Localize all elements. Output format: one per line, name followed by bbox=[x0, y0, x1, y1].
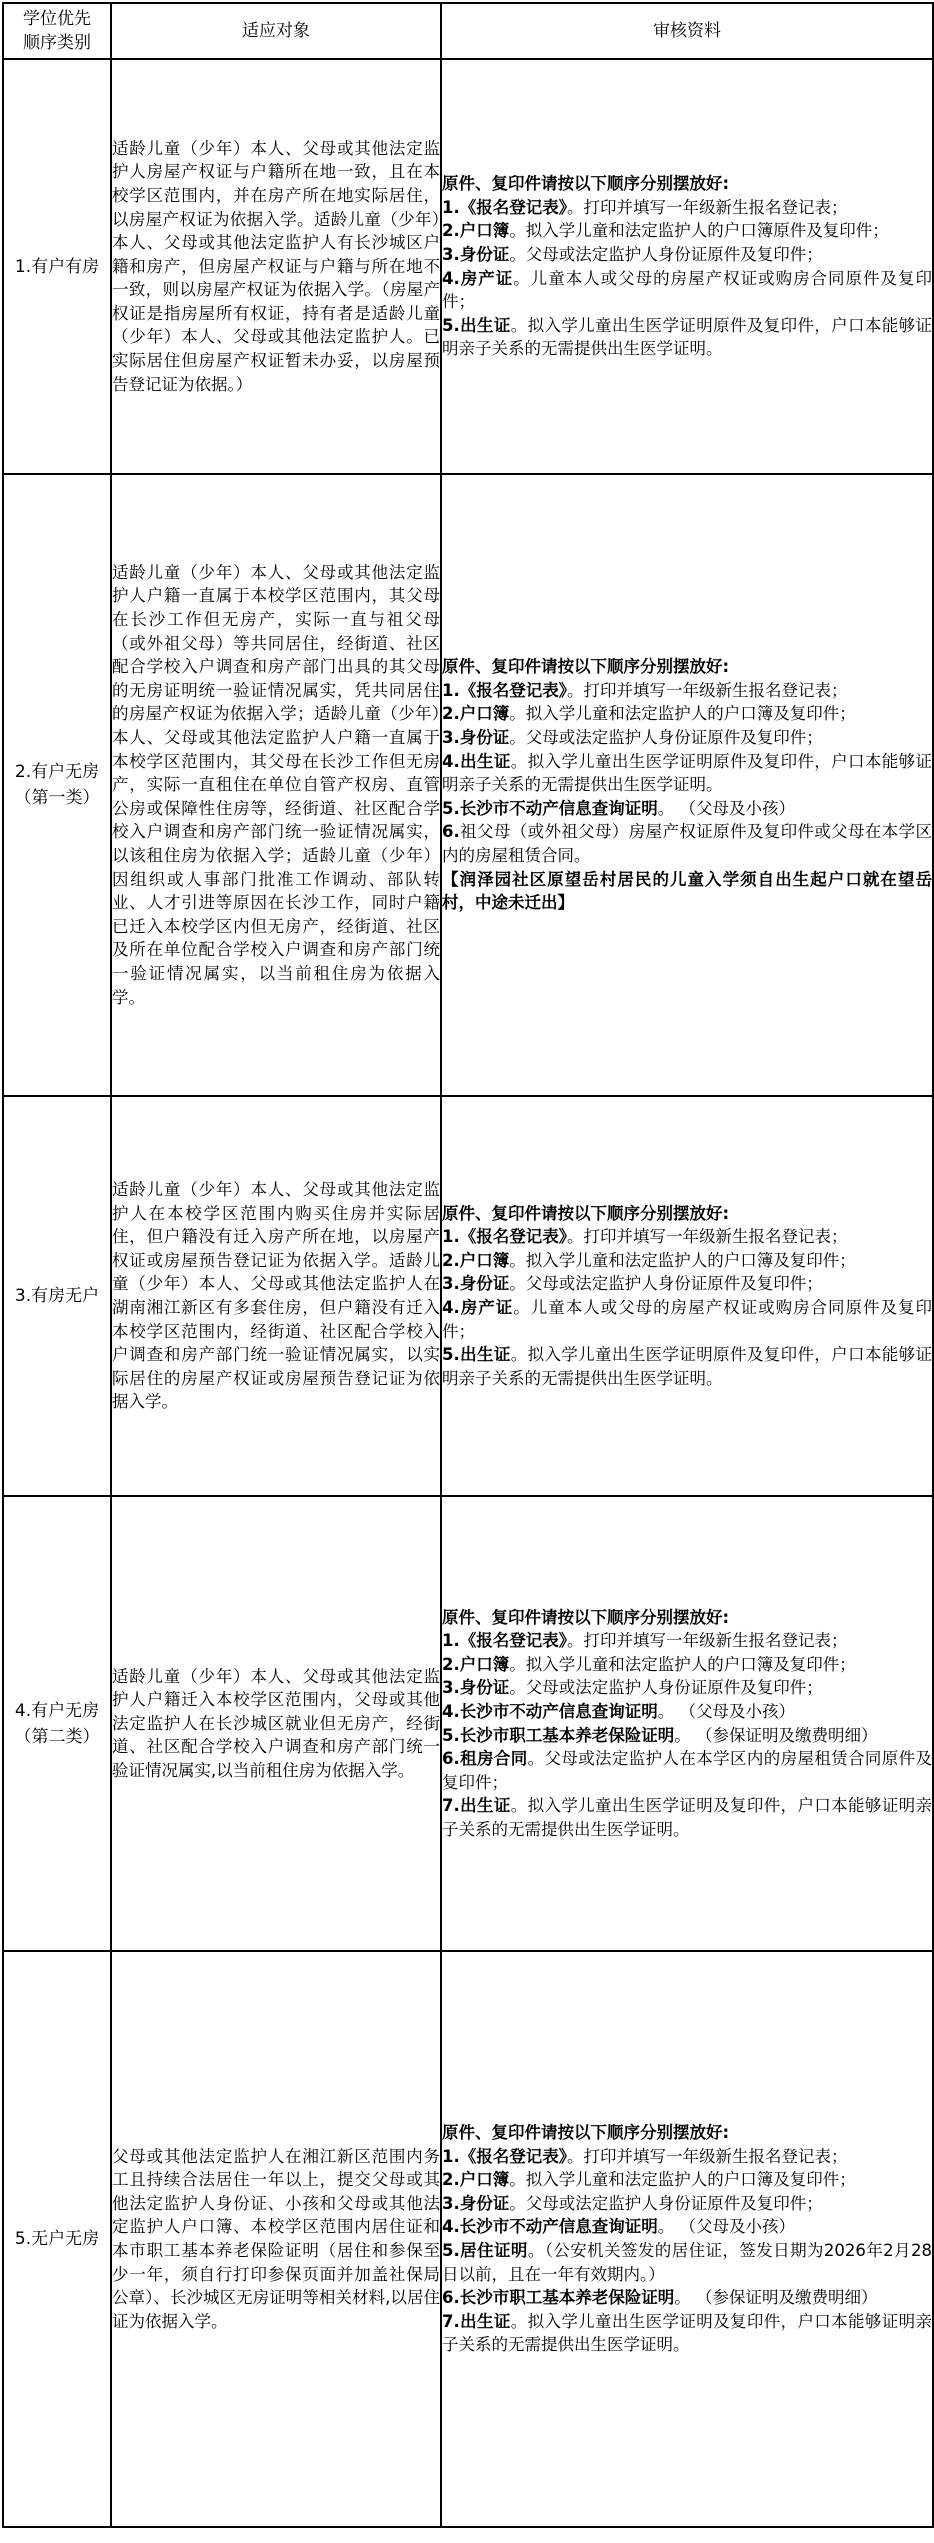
document-item bbox=[442, 1794, 932, 1841]
document-item-number: 3. bbox=[442, 1678, 460, 1698]
document-item-number: 4. bbox=[442, 751, 460, 771]
category-label: 2.有户无房 bbox=[14, 762, 100, 782]
document-item-title: 出生证 bbox=[459, 1796, 511, 1816]
document-item-title: 身份证 bbox=[459, 2193, 510, 2213]
table-row bbox=[3, 1096, 933, 1496]
document-item-text: 祖父母（或外祖父母）房屋产权证原件及复印件或父母在本学区内的房屋租赁合同。 bbox=[442, 822, 932, 865]
table-row bbox=[3, 1951, 933, 2527]
document-item bbox=[442, 1676, 932, 1700]
category-cell bbox=[3, 59, 111, 474]
document-item bbox=[442, 2145, 932, 2169]
document-item-title: 户口簿 bbox=[459, 1654, 510, 1674]
document-item-number: 5. bbox=[442, 315, 460, 335]
document-item-title: 出生证 bbox=[459, 1345, 511, 1365]
document-item-text: 。父母或法定监护人身份证原件及复印件； bbox=[509, 2193, 823, 2213]
document-item bbox=[442, 750, 932, 797]
document-item-title: 户口簿 bbox=[459, 221, 510, 241]
document-item-number: 5. bbox=[442, 1345, 460, 1365]
document-item-number: 7. bbox=[442, 1796, 460, 1816]
document-item-text: 。拟入学儿童和法定监护人的户口簿及复印件； bbox=[509, 2170, 856, 2190]
category-cell bbox=[3, 1951, 111, 2527]
document-item-text: 。 （父母及小孩） bbox=[657, 798, 795, 818]
documents-lead: 原件、复印件请按以下顺序分别摆放好: bbox=[442, 1607, 730, 1627]
document-item-text: 。 （参保证明及缴费明细） bbox=[674, 1725, 878, 1745]
admission-table bbox=[2, 2, 934, 2528]
table-row bbox=[3, 474, 933, 1096]
document-item bbox=[442, 219, 932, 243]
header-category-line2: 顺序类别 bbox=[23, 33, 91, 53]
document-item-number: 1. bbox=[442, 2146, 460, 2166]
document-item-title: 身份证 bbox=[459, 244, 510, 264]
condition-cell: 适龄儿童（少年）本人、父母或其他法定监护人户籍一直属于本校学区范围内，其父母在长沙工作但无房产，实际一直与祖父母（或外祖父母）等共同居住，经街道、社区配合学校入户调查和房产部门出具的其父母的无房证明统一验证情况属实，凭共同居住的房屋产权证为依据入学；适龄儿童（少年）本人、父母或其他法定监护人户籍一直属于本校学区范围内，其父母在长沙工作但无房产，实际一直租住在单位自管产权房、直管公房或保障性住房等，经街道、社区配合学校入户调查和房产部门统一验证情况属实，以该租住房为依据入学；适龄儿童（少年）因组织或人事部门批准工作调动、部队转业、人才引进等原因在长沙工作，同时户籍已迁入本校学区内但无房产，经街道、社区及所在单位配合学校入户调查和房产部门统一验证情况属实，以当前租住房为依据入学。 bbox=[111, 474, 441, 1096]
document-item bbox=[442, 820, 932, 867]
document-item-number: 7. bbox=[442, 2311, 460, 2331]
document-item bbox=[442, 2215, 932, 2239]
category-label: （第二类） bbox=[14, 1726, 100, 1747]
document-item-title: 《报名登记表》 bbox=[459, 680, 567, 700]
header-category bbox=[3, 3, 111, 59]
document-item-text: 。儿童本人或父母的房屋产权证或购房合同原件及复印件； bbox=[442, 1298, 933, 1341]
document-item-text: 。拟入学儿童和法定监护人的户口簿及复印件； bbox=[509, 1250, 856, 1270]
category-label: 3.有房无户 bbox=[14, 1286, 100, 1306]
documents-lead: 原件、复印件请按以下顺序分别摆放好: bbox=[442, 2123, 730, 2143]
condition-cell: 适龄儿童（少年）本人、父母或其他法定监护人户籍迁入本校学区范围内，父母或其他法定监护人在长沙城区就业但无房产，经街道、社区配合学校入户调查和房产部门统一验证情况属实,以当前租住房为依据入学。 bbox=[111, 1496, 441, 1951]
document-item-number: 2. bbox=[442, 221, 460, 241]
category-cell bbox=[3, 474, 111, 1096]
document-item-number: 4. bbox=[442, 1701, 460, 1721]
document-item-number: 2. bbox=[442, 1654, 460, 1674]
documents-cell bbox=[441, 1496, 933, 1951]
document-item-title: 出生证 bbox=[459, 751, 511, 771]
document-item-text: 。 （父母及小孩） bbox=[657, 2217, 795, 2237]
condition-cell: 适龄儿童（少年）本人、父母或其他法定监护人在本校学区范围内购买住房并实际居住，但户籍没有迁入房产所在地，以房屋产权证或房屋预告登记证为依据入学。适龄儿童（少年）本人、父母或其他法定监护人在湖南湘江新区有多套住房，但户籍没有迁入本校学区范围内，经街道、社区配合学校入户调查和房产部门统一验证情况属实，以实际居住的房屋产权证或房屋预告登记证为依据入学。 bbox=[111, 1096, 441, 1496]
category-cell bbox=[3, 1096, 111, 1496]
document-item-title: 长沙市职工基本养老保险证明 bbox=[459, 2288, 675, 2308]
document-item bbox=[442, 702, 932, 726]
document-item-text: 。父母或法定监护人身份证原件及复印件； bbox=[509, 728, 823, 748]
document-item-text: 。父母或法定监护人在本学区内的房屋租赁合同原件及复印件； bbox=[442, 1749, 933, 1792]
documents-cell bbox=[441, 59, 933, 474]
table-row bbox=[3, 59, 933, 474]
document-item-number: 6. bbox=[442, 1749, 460, 1769]
document-item-text: 。父母或法定监护人身份证原件及复印件； bbox=[509, 1274, 823, 1294]
document-item-number: 3. bbox=[442, 2193, 460, 2213]
document-item bbox=[442, 267, 932, 314]
document-item-title: 户口簿 bbox=[459, 1250, 510, 1270]
document-item-title: 租房合同 bbox=[459, 1749, 528, 1769]
document-item bbox=[442, 314, 932, 361]
document-item-number: 2. bbox=[442, 2170, 460, 2190]
document-item-number: 1. bbox=[442, 680, 460, 700]
document-item-number: 3. bbox=[442, 244, 460, 264]
document-item-text: 。拟入学儿童和法定监护人的户口簿及复印件； bbox=[509, 704, 856, 724]
document-item bbox=[442, 1724, 932, 1748]
document-item-title: 长沙市不动产信息查询证明 bbox=[459, 1701, 658, 1721]
document-item bbox=[442, 1747, 932, 1794]
document-item-number: 3. bbox=[442, 1274, 460, 1294]
document-item-text: 。拟入学儿童出生医学证明原件及复印件，户口本能够证明亲子关系的无需提供出生医学证明。 bbox=[442, 1345, 933, 1388]
documents-lead: 原件、复印件请按以下顺序分别摆放好: bbox=[442, 174, 730, 194]
document-item-title: 长沙市不动产信息查询证明 bbox=[459, 2217, 658, 2237]
document-item-number: 5. bbox=[442, 798, 460, 818]
document-item-title: 出生证 bbox=[459, 315, 511, 335]
document-item bbox=[442, 726, 932, 750]
header-documents: 审核资料 bbox=[441, 3, 933, 59]
document-item-text: 。父母或法定监护人身份证原件及复印件； bbox=[509, 244, 823, 264]
document-item bbox=[442, 1225, 932, 1249]
header-row bbox=[3, 3, 933, 59]
documents-note: 【润泽园社区原望岳村居民的儿童入学须自出生起户口就在望岳村，中途未迁出】 bbox=[442, 869, 932, 913]
document-item-title: 居住证明 bbox=[459, 2241, 528, 2260]
document-item-text: 。拟入学儿童和法定监护人的户口簿原件及复印件； bbox=[509, 221, 889, 241]
document-item bbox=[442, 1629, 932, 1653]
document-item-text: 。拟入学儿童出生医学证明及复印件，户口本能够证明亲子关系的无需提供出生医学证明。 bbox=[442, 1796, 933, 1839]
header-category-line1: 学位优先 bbox=[23, 9, 91, 29]
document-item-number: 3. bbox=[442, 728, 460, 748]
table-row bbox=[3, 1496, 933, 1951]
document-item-text: 。打印并填写一年级新生报名登记表； bbox=[567, 1227, 848, 1247]
document-item bbox=[442, 2239, 932, 2286]
document-item bbox=[442, 1700, 932, 1724]
document-item-text: 。打印并填写一年级新生报名登记表； bbox=[567, 197, 848, 217]
document-item-title: 《报名登记表》 bbox=[459, 1227, 567, 1247]
documents-lead: 原件、复印件请按以下顺序分别摆放好: bbox=[442, 657, 730, 677]
document-item-title: 长沙市职工基本养老保险证明 bbox=[459, 1725, 675, 1745]
document-item-title: 身份证 bbox=[459, 728, 510, 748]
document-item-title: 长沙市不动产信息查询证明 bbox=[459, 798, 658, 818]
document-item-number: 1. bbox=[442, 197, 460, 217]
category-label: 1.有户有房 bbox=[14, 256, 100, 277]
documents-cell bbox=[441, 474, 933, 1096]
documents-cell bbox=[441, 1951, 933, 2527]
document-item-title: 户口簿 bbox=[459, 2170, 510, 2190]
document-item-number: 4. bbox=[442, 1298, 460, 1317]
document-item-text: 。拟入学儿童出生医学证明及复印件，户口本能够证明亲子关系的无需提供出生医学证明。 bbox=[442, 2311, 933, 2355]
document-item-number: 2. bbox=[442, 1250, 460, 1270]
header-condition: 适应对象 bbox=[111, 3, 441, 59]
document-item-text: 。 （父母及小孩） bbox=[657, 1701, 795, 1721]
document-item-title: 身份证 bbox=[459, 1274, 510, 1294]
document-item-number: 6. bbox=[442, 822, 460, 842]
category-cell bbox=[3, 1496, 111, 1951]
document-item-number: 4. bbox=[442, 2217, 460, 2237]
document-item-number: 4. bbox=[442, 268, 460, 288]
documents-lead: 原件、复印件请按以下顺序分别摆放好: bbox=[442, 1203, 730, 1223]
document-item-title: 身份证 bbox=[459, 1678, 510, 1698]
category-label: 5.无户无房 bbox=[14, 2229, 100, 2249]
document-item-text: 。拟入学儿童出生医学证明原件及复印件，户口本能够证明亲子关系的无需提供出生医学证明。 bbox=[442, 751, 933, 795]
document-item-text: 。 （参保证明及缴费明细） bbox=[674, 2288, 878, 2308]
document-item-title: 《报名登记表》 bbox=[459, 197, 567, 217]
document-item-number: 5. bbox=[442, 2241, 460, 2260]
document-item bbox=[442, 1296, 932, 1343]
document-item bbox=[442, 196, 932, 220]
document-item bbox=[442, 2192, 932, 2216]
documents-cell bbox=[441, 1096, 933, 1496]
document-item-number: 5. bbox=[442, 1725, 460, 1745]
category-label: 4.有户无房 bbox=[14, 1700, 100, 1721]
document-item-number: 2. bbox=[442, 704, 460, 724]
condition-cell: 父母或其他法定监护人在湘江新区范围内务工且持续合法居住一年以上，提交父母或其他法定监护人身份证、小孩和父母或其他法定监护人户口簿、本校学区范围内居住证和本市职工基本养老保险证明（居住和参保至少一年，须自行打印参保页面并加盖社保局公章）、长沙城区无房证明等相关材料,以居住证为依据入学。 bbox=[111, 1951, 441, 2527]
document-item bbox=[442, 1272, 932, 1296]
document-item bbox=[442, 2310, 932, 2357]
document-item-text: 。父母或法定监护人身份证原件及复印件； bbox=[509, 1678, 823, 1698]
document-item-number: 1. bbox=[442, 1227, 460, 1247]
category-label: （第一类） bbox=[14, 788, 100, 808]
document-item bbox=[442, 1249, 932, 1273]
document-item bbox=[442, 2286, 932, 2310]
document-item bbox=[442, 1343, 932, 1390]
document-item-text: 。打印并填写一年级新生报名登记表； bbox=[567, 1631, 848, 1651]
document-item-text: 。打印并填写一年级新生报名登记表； bbox=[567, 680, 848, 700]
document-item bbox=[442, 1653, 932, 1677]
document-item-title: 《报名登记表》 bbox=[459, 1631, 567, 1651]
document-item-number: 1. bbox=[442, 1631, 460, 1651]
document-item-title: 《报名登记表》 bbox=[459, 2146, 567, 2166]
document-item-title: 房产证 bbox=[459, 1298, 514, 1317]
document-item-title: 房产证 bbox=[459, 268, 514, 288]
document-item bbox=[442, 2168, 932, 2192]
document-item bbox=[442, 243, 932, 267]
document-item bbox=[442, 797, 932, 821]
document-item-text: 。儿童本人或父母的房屋产权证或购房合同原件及复印件； bbox=[442, 268, 933, 312]
document-item-number: 6. bbox=[442, 2288, 460, 2308]
document-item-title: 户口簿 bbox=[459, 704, 510, 724]
document-item-text: 。（公安机关签发的居住证，签发日期为2026年2月28日以前，且在一年有效期内。） bbox=[442, 2241, 932, 2284]
document-item-title: 出生证 bbox=[459, 2311, 511, 2331]
condition-cell: 适龄儿童（少年）本人、父母或其他法定监护人房屋产权证与户籍所在地一致，且在本校学区范围内，并在房产所在地实际居住，以房屋产权证为依据入学。适龄儿童（少年）本人、父母或其他法定监护人有长沙城区户籍和房产，但房屋产权证与户籍与所在地不一致，则以房屋产权证为依据入学。（房屋产权证是指房屋所有权证，持有者是适龄儿童（少年）本人、父母或其他法定监护人。已实际居住但房屋产权证暂未办妥，以房屋预告登记证为依据。） bbox=[111, 59, 441, 474]
document-item-text: 。拟入学儿童和法定监护人的户口簿及复印件； bbox=[509, 1654, 856, 1674]
document-item-text: 。打印并填写一年级新生报名登记表； bbox=[567, 2146, 848, 2166]
document-item bbox=[442, 679, 932, 703]
document-item-text: 。拟入学儿童出生医学证明原件及复印件，户口本能够证明亲子关系的无需提供出生医学证明。 bbox=[442, 315, 933, 359]
